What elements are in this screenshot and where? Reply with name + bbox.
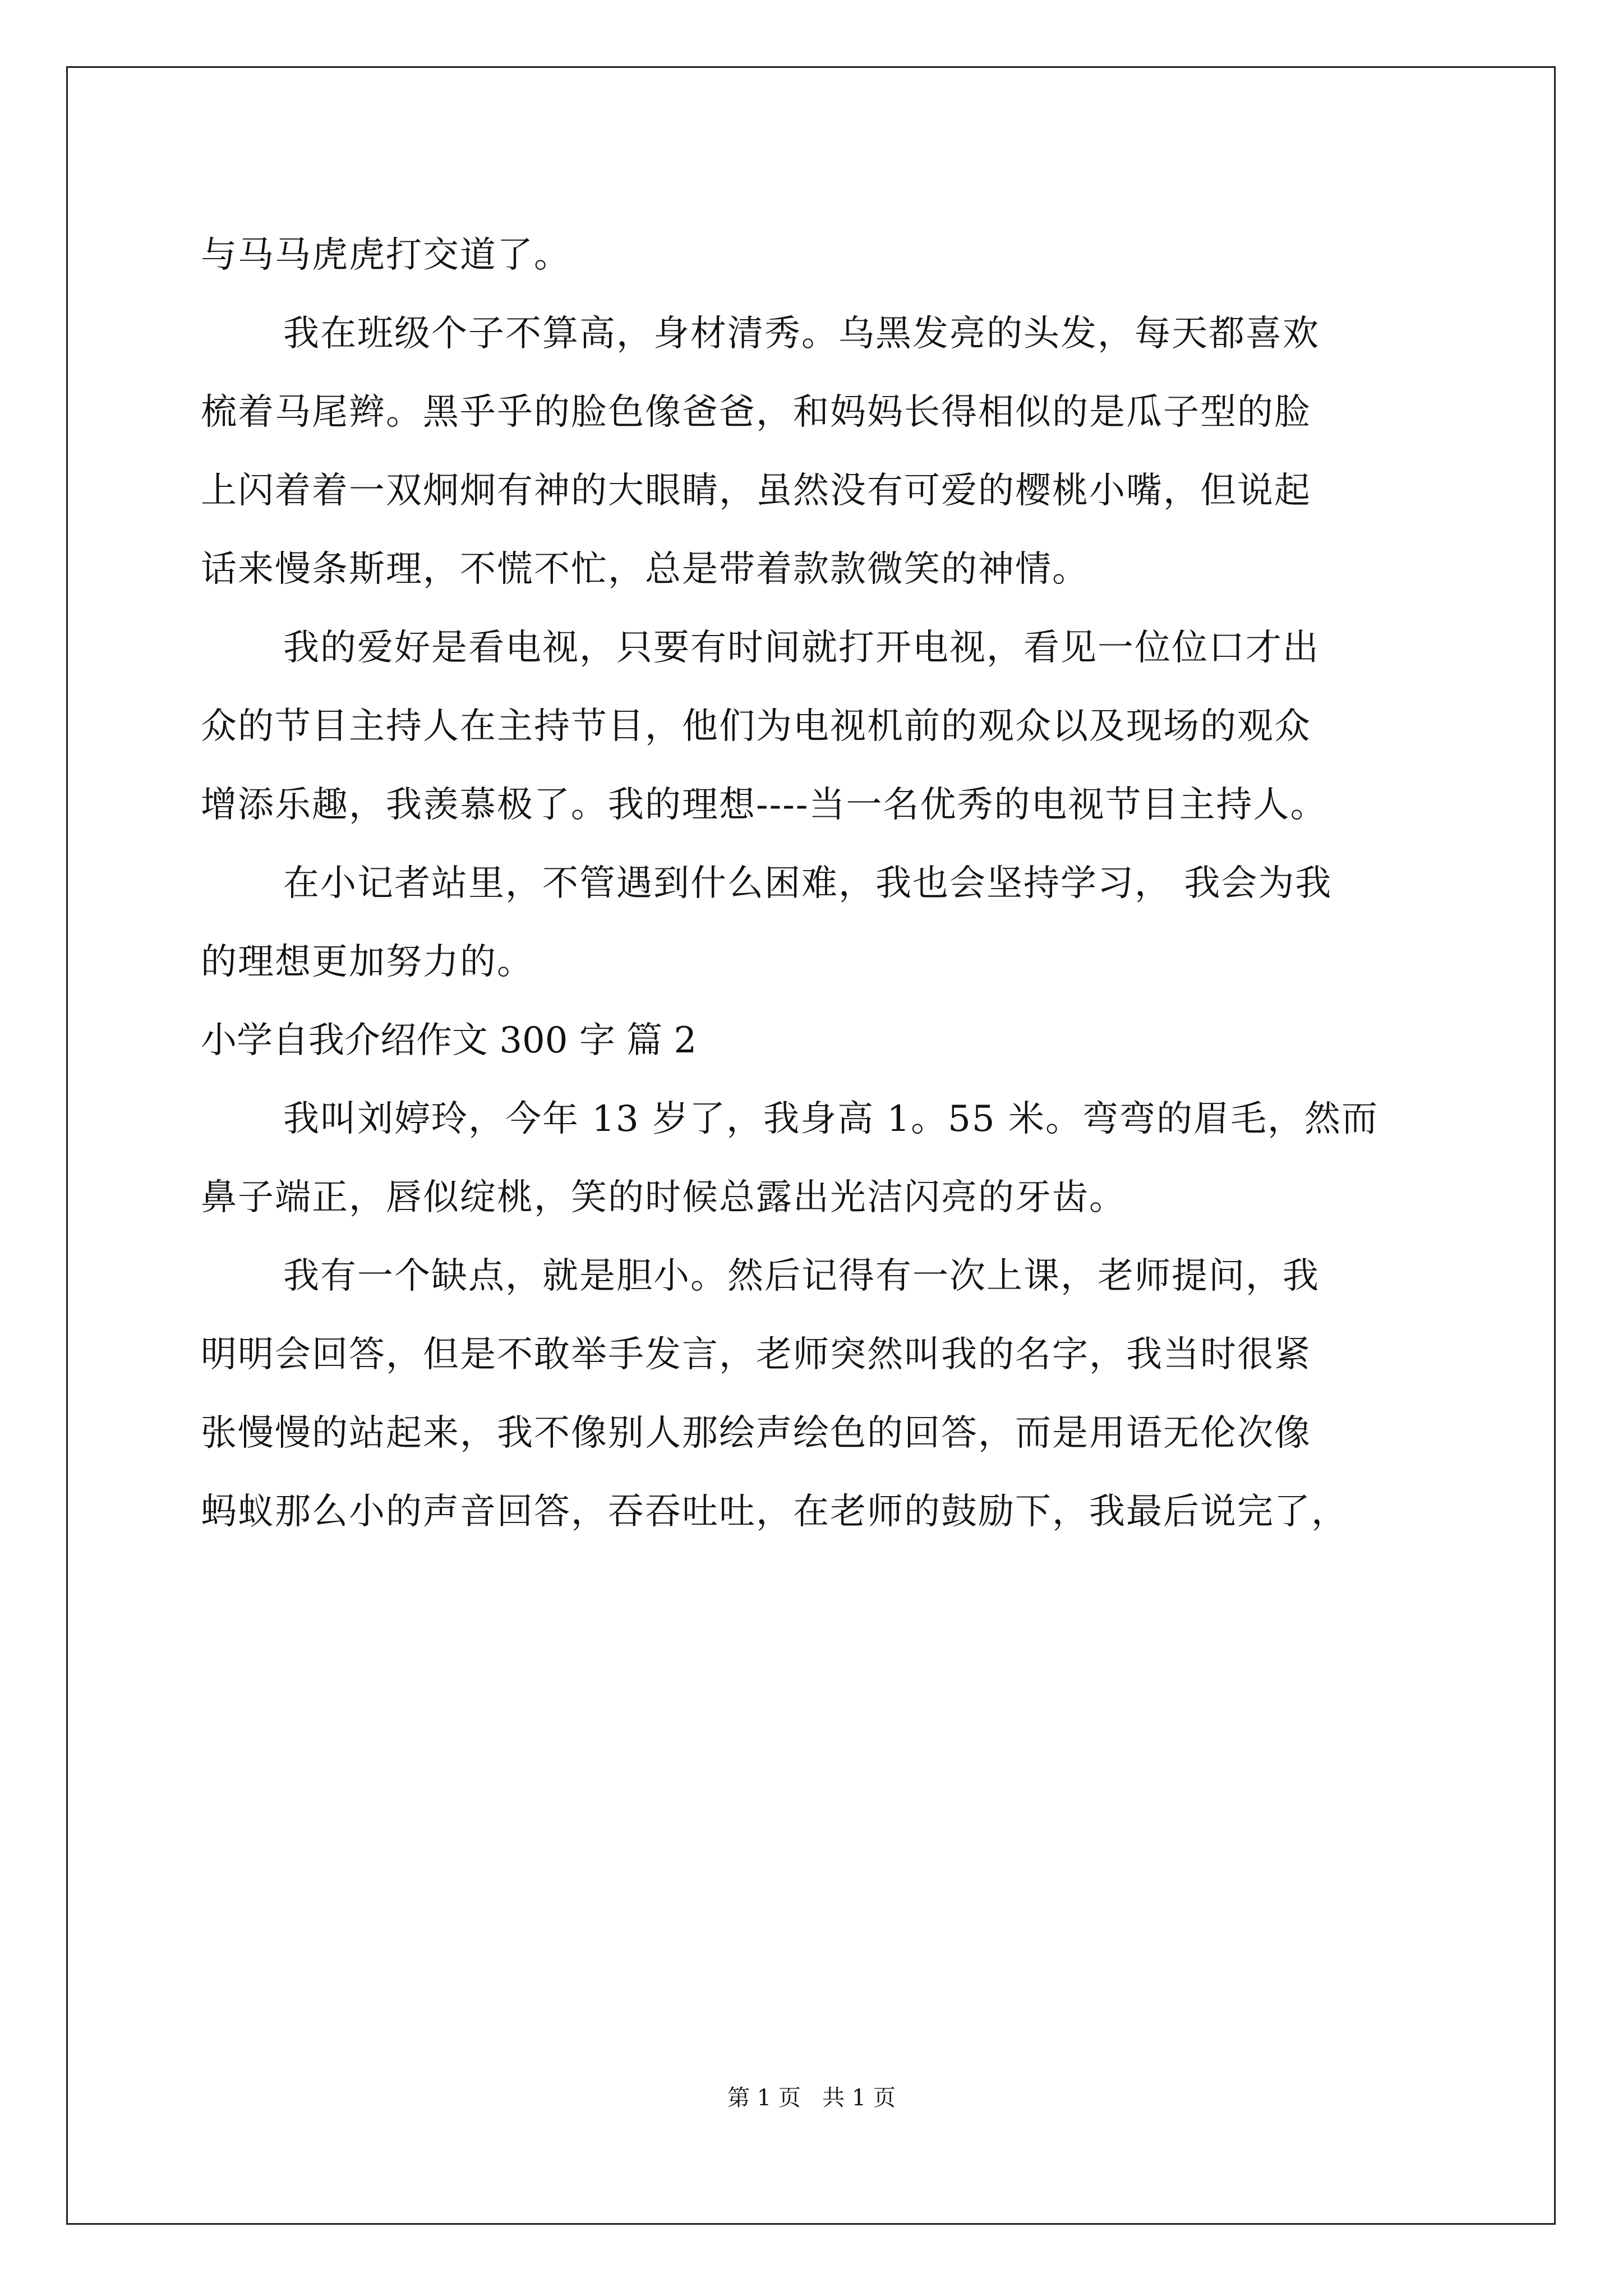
section-heading: 小学自我介绍作文 300 字 篇 2 [201, 1020, 697, 1061]
paragraph-line: 我叫刘婷玲，今年 13 岁了，我身高 1。55 米。弯弯的眉毛，然而 [283, 1098, 1378, 1140]
body-line: 话来慢条斯理，不慌不忙，总是带着款款微笑的神情。 [201, 549, 1089, 590]
body-line: 鼻子端正，唇似绽桃，笑的时候总露出光洁闪亮的牙齿。 [201, 1177, 1126, 1218]
body-line: 众的节目主持人在主持节目，他们为电视机前的观众以及现场的观众 [201, 706, 1311, 747]
body-line: 张慢慢的站起来，我不像别人那绘声绘色的回答，而是用语无伦次像 [201, 1412, 1311, 1454]
body-line: 梳着马尾辫。黑乎乎的脸色像爸爸，和妈妈长得相似的是瓜子型的脸 [201, 392, 1311, 433]
paragraph-line: 在小记者站里，不管遇到什么困难，我也会坚持学习， 我会为我 [283, 863, 1332, 904]
body-line: 与马马虎虎打交道了。 [201, 234, 571, 276]
paragraph-line: 我在班级个子不算高，身材清秀。乌黑发亮的头发，每天都喜欢 [283, 313, 1320, 355]
body-line: 的理想更加努力的。 [201, 941, 534, 983]
body-line: 明明会回答，但是不敢举手发言，老师突然叫我的名字，我当时很紧 [201, 1334, 1311, 1375]
page-number-footer: 第 1 页 共 1 页 [727, 2085, 896, 2111]
paragraph-line: 我的爱好是看电视，只要有时间就打开电视，看见一位位口才出 [283, 627, 1320, 669]
body-line: 蚂蚁那么小的声音回答，吞吞吐吐，在老师的鼓励下，我最后说完了， [201, 1491, 1348, 1533]
body-line: 上闪着着一双炯炯有神的大眼睛，虽然没有可爱的樱桃小嘴，但说起 [201, 470, 1311, 512]
paragraph-line: 我有一个缺点，就是胆小。然后记得有一次上课，老师提问，我 [283, 1255, 1320, 1297]
body-line: 增添乐趣，我羡慕极了。我的理想----当一名优秀的电视节目主持人。 [201, 784, 1327, 826]
